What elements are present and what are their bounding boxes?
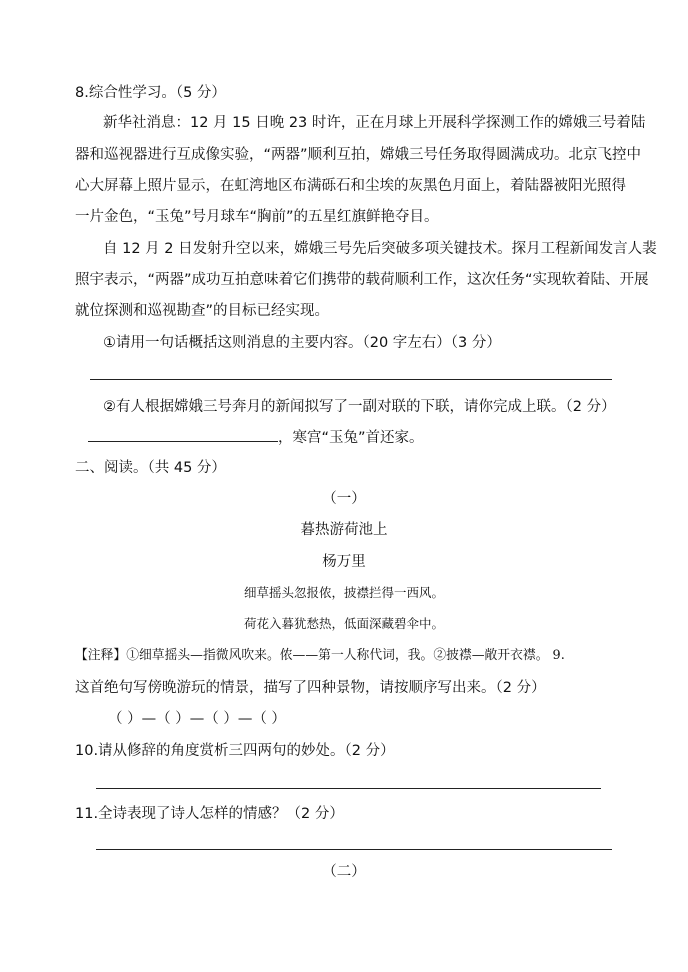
couplet-line: [88, 427, 424, 448]
q9-answer-blanks[interactable]: （ ）—（ ）—（ ）—（ ）: [108, 711, 286, 727]
q8-subquestion-2: ②有人根据嫦娥三号奔月的新闻拟写了一副对联的下联，请你完成上联。（2 分）: [103, 399, 616, 415]
poem-title: 暮热游荷池上: [300, 522, 388, 538]
poem-line-2: 荷花入暮犹愁热，低面深藏碧伞中。: [243, 616, 444, 631]
part2-label: （二）: [322, 864, 366, 880]
section2-heading: 二、阅读。（共 45 分）: [75, 460, 226, 476]
poem-author: 杨万里: [322, 554, 366, 570]
q8-subquestion-1: ①请用一句话概括这则消息的主要内容。（20 字左右）（3 分）: [103, 335, 501, 351]
q8-para1-line4: 一片金色，“玉兔”号月球车“胸前”的五星红旗鲜艳夺目。: [75, 209, 439, 225]
answer-line-q8-1[interactable]: [90, 379, 612, 380]
answer-line-q10[interactable]: [96, 788, 601, 789]
q8-para1-line3: 心大屏幕上照片显示，在虹湾地区布满砾石和尘埃的灰黑色月面上，着陆器被阳光照得: [75, 178, 626, 194]
q8-para2-line1: 自 12 月 2 日发射升空以来，嫦娥三号先后突破多项关键技术。探月工程新闻发言人裴: [103, 241, 657, 257]
answer-line-q11[interactable]: [96, 849, 612, 850]
q8-para2-line3: 就位探测和巡视勘查”的目标已经实现。: [75, 303, 330, 319]
poem-note: 【注释】①细草摇头—指微风吹来。侬——第一人称代词，我。②披襟—敞开衣襟。 9.: [75, 648, 565, 663]
couplet-answer-blank[interactable]: [88, 427, 278, 442]
q10-text: 10.请从修辞的角度赏析三四两句的妙处。（2 分）: [75, 743, 395, 759]
q8-para1-line2: 器和巡视器进行互成像实验，“两器”顺利互拍，嫦娥三号任务取得圆满成功。北京飞控中: [75, 147, 642, 163]
poem-line-1: 细草摇头忽报侬，披襟拦得一西风。: [243, 585, 444, 600]
q9-text: 这首绝句写傍晚游玩的情景，描写了四种景物，请按顺序写出来。（2 分）: [75, 680, 546, 696]
q11-text: 11.全诗表现了诗人怎样的情感？（2 分）: [75, 806, 344, 822]
q8-heading: 8.综合性学习。（5 分）: [75, 85, 226, 101]
part1-label: （一）: [322, 491, 366, 507]
q8-para2-line2: 照宇表示，“两器”成功互拍意味着它们携带的载荷顺利工作，这次任务“实现软着陆、开展: [75, 272, 649, 288]
couplet-tail: ，寒宫“玉兔”首还家。: [278, 430, 424, 446]
q8-para1-line1: 新华社消息：12 月 15 日晚 23 时许，正在月球上开展科学探测工作的嫦娥三号着陆: [103, 115, 646, 131]
